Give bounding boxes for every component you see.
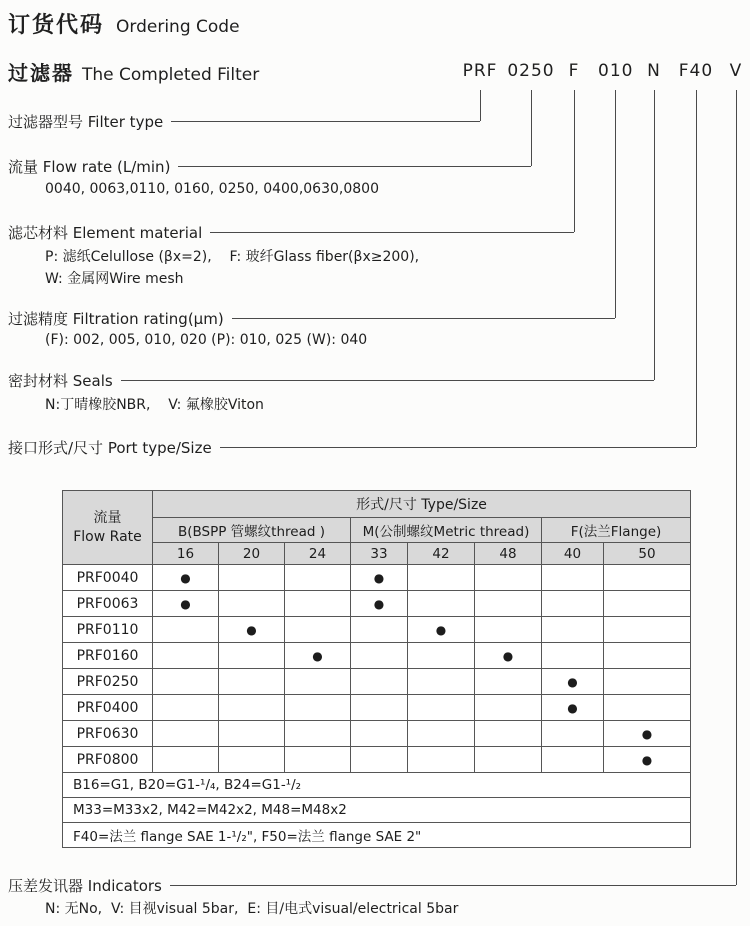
code-segment-seals: N bbox=[647, 61, 661, 81]
dot-cell bbox=[285, 747, 351, 773]
field-label-flow-rate: 流量 Flow rate (L/min) bbox=[8, 157, 171, 176]
dot-cell bbox=[408, 721, 475, 747]
field-seals bbox=[8, 370, 654, 390]
leader-line-vertical bbox=[574, 90, 575, 232]
leader-line bbox=[210, 232, 574, 233]
dot-cell bbox=[408, 747, 475, 773]
dot-cell bbox=[351, 695, 408, 721]
group-header-bspp: B(BSPP 管螺纹thread ) bbox=[153, 518, 351, 543]
field-values-indicators: N: 无No, V: 目视visual 5bar, E: 目/电式visual/electrical 5bar bbox=[45, 901, 459, 917]
dot-cell bbox=[351, 617, 408, 643]
dot-cell bbox=[285, 669, 351, 695]
dot-cell bbox=[475, 695, 542, 721]
page-title-cn: 订货代码 bbox=[8, 13, 105, 38]
field-port-type bbox=[8, 437, 696, 457]
dot-cell bbox=[604, 591, 691, 617]
leader-line-vertical bbox=[480, 90, 481, 121]
type-size-header: 形式/尺寸 Type/Size bbox=[153, 491, 691, 518]
field-label-seals: 密封材料 Seals bbox=[8, 371, 113, 390]
dot-cell: ● bbox=[351, 591, 408, 617]
footnote-metric: M33=M33x2, M42=M42x2, M48=M48x2 bbox=[63, 798, 691, 823]
code-segment-flow-rate: 0250 bbox=[507, 61, 555, 81]
field-values-element-material-1: P: 滤纸Celullose (βx=2), F: 玻纤Glass fiber(βx≥200), bbox=[45, 249, 420, 265]
model-cell: PRF0110 bbox=[63, 617, 153, 643]
dot-cell bbox=[219, 565, 285, 591]
footnote-flange: F40=法兰 flange SAE 1-¹/₂", F50=法兰 flange SAE 2" bbox=[63, 823, 691, 848]
dot-cell bbox=[219, 721, 285, 747]
dot-cell: ● bbox=[604, 721, 691, 747]
dot-cell bbox=[542, 565, 604, 591]
dot-cell: ● bbox=[542, 669, 604, 695]
field-label-filter-type: 过滤器型号 Filter type bbox=[8, 112, 164, 131]
dot-cell bbox=[153, 669, 219, 695]
dot-cell bbox=[351, 747, 408, 773]
dot-cell bbox=[542, 721, 604, 747]
dot-cell: ● bbox=[285, 643, 351, 669]
leader-line-vertical bbox=[654, 90, 655, 380]
field-indicators bbox=[8, 875, 736, 895]
code-segment-model: PRF bbox=[462, 61, 498, 81]
model-cell: PRF0400 bbox=[63, 695, 153, 721]
leader-line-vertical bbox=[696, 90, 697, 447]
spec-table bbox=[62, 490, 691, 848]
dot-cell bbox=[219, 643, 285, 669]
size-header-cell: 33 bbox=[351, 543, 408, 565]
field-label-indicators: 压差发讯器 Indicators bbox=[8, 876, 162, 895]
table-row bbox=[63, 591, 691, 617]
dot-cell bbox=[475, 747, 542, 773]
dot-cell: ● bbox=[153, 591, 219, 617]
section-title-en: The Completed Filter bbox=[82, 65, 260, 85]
group-header-flange: F(法兰Flange) bbox=[542, 518, 691, 543]
leader-line-vertical bbox=[615, 90, 616, 318]
dot-cell bbox=[475, 669, 542, 695]
leader-line bbox=[121, 380, 654, 381]
field-values-flow-rate: 0040, 0063,0110, 0160, 0250, 0400,0630,0800 bbox=[45, 181, 379, 197]
model-cell: PRF0800 bbox=[63, 747, 153, 773]
dot-cell bbox=[408, 669, 475, 695]
table-row bbox=[63, 669, 691, 695]
size-header-cell: 48 bbox=[475, 543, 542, 565]
leader-line-vertical bbox=[736, 90, 737, 885]
footnote-row bbox=[63, 773, 691, 798]
section-title-cn: 过滤器 bbox=[8, 61, 74, 85]
page-title bbox=[8, 8, 240, 39]
page-title-en: Ordering Code bbox=[116, 17, 240, 37]
dot-cell bbox=[153, 747, 219, 773]
size-header-cell: 40 bbox=[542, 543, 604, 565]
field-element-material bbox=[8, 222, 574, 242]
leader-line bbox=[171, 121, 480, 122]
field-flow-rate bbox=[8, 156, 531, 176]
corner-cell-flow-rate bbox=[63, 491, 153, 565]
table-row bbox=[63, 565, 691, 591]
code-segment-filtration-rating: 010 bbox=[598, 61, 634, 81]
code-segment-port-size: F40 bbox=[678, 61, 714, 81]
size-header-cell: 20 bbox=[219, 543, 285, 565]
dot-cell bbox=[604, 565, 691, 591]
field-label-filtration-rating: 过滤精度 Filtration rating(μm) bbox=[8, 309, 224, 328]
dot-cell bbox=[604, 669, 691, 695]
table-row bbox=[63, 643, 691, 669]
dot-cell bbox=[408, 695, 475, 721]
dot-cell bbox=[542, 591, 604, 617]
table-row bbox=[63, 695, 691, 721]
dot-cell bbox=[219, 747, 285, 773]
dot-cell: ● bbox=[153, 565, 219, 591]
leader-line-vertical bbox=[531, 90, 532, 166]
code-segment-indicator: V bbox=[729, 61, 743, 81]
model-cell: PRF0250 bbox=[63, 669, 153, 695]
dot-cell bbox=[542, 643, 604, 669]
table-row bbox=[63, 617, 691, 643]
corner-label-en: Flow Rate bbox=[73, 528, 142, 545]
group-header-metric: M(公制螺纹Metric thread) bbox=[351, 518, 542, 543]
field-values-filtration-rating: (F): 002, 005, 010, 020 (P): 010, 025 (W): 040 bbox=[45, 332, 368, 348]
model-cell: PRF0160 bbox=[63, 643, 153, 669]
dot-cell bbox=[285, 695, 351, 721]
footnote-row bbox=[63, 823, 691, 848]
dot-cell bbox=[604, 643, 691, 669]
dot-cell bbox=[285, 617, 351, 643]
field-values-element-material-2: W: 金属网Wire mesh bbox=[45, 271, 184, 287]
size-header-cell: 50 bbox=[604, 543, 691, 565]
dot-cell bbox=[475, 721, 542, 747]
dot-cell bbox=[408, 565, 475, 591]
field-label-port-type: 接口形式/尺寸 Port type/Size bbox=[8, 438, 212, 457]
dot-cell: ● bbox=[604, 747, 691, 773]
dot-cell bbox=[475, 591, 542, 617]
dot-cell: ● bbox=[542, 695, 604, 721]
dot-cell bbox=[604, 695, 691, 721]
model-cell: PRF0630 bbox=[63, 721, 153, 747]
section-title bbox=[8, 57, 259, 86]
dot-cell bbox=[408, 643, 475, 669]
code-segment-element-material: F bbox=[568, 61, 580, 81]
dot-cell bbox=[542, 747, 604, 773]
dot-cell bbox=[285, 591, 351, 617]
dot-cell bbox=[153, 643, 219, 669]
footnote-bspp: B16=G1, B20=G1-¹/₄, B24=G1-¹/₂ bbox=[63, 773, 691, 798]
dot-cell bbox=[153, 695, 219, 721]
field-label-element-material: 滤芯材料 Element material bbox=[8, 223, 203, 242]
dot-cell bbox=[219, 669, 285, 695]
dot-cell: ● bbox=[475, 643, 542, 669]
model-cell: PRF0063 bbox=[63, 591, 153, 617]
size-header-cell: 24 bbox=[285, 543, 351, 565]
dot-cell bbox=[153, 617, 219, 643]
dot-cell: ● bbox=[219, 617, 285, 643]
leader-line bbox=[170, 885, 736, 886]
dot-cell bbox=[285, 565, 351, 591]
dot-cell bbox=[351, 669, 408, 695]
model-cell: PRF0040 bbox=[63, 565, 153, 591]
leader-line bbox=[220, 447, 696, 448]
dot-cell bbox=[604, 617, 691, 643]
corner-label-cn: 流量 bbox=[93, 509, 122, 526]
table-row bbox=[63, 747, 691, 773]
footnote-row bbox=[63, 798, 691, 823]
table-row bbox=[63, 721, 691, 747]
leader-line bbox=[178, 166, 531, 167]
leader-line bbox=[232, 318, 615, 319]
size-header-cell: 16 bbox=[153, 543, 219, 565]
field-filter-type bbox=[8, 111, 480, 131]
dot-cell: ● bbox=[351, 565, 408, 591]
dot-cell bbox=[219, 695, 285, 721]
dot-cell bbox=[351, 643, 408, 669]
dot-cell bbox=[475, 617, 542, 643]
dot-cell bbox=[542, 617, 604, 643]
dot-cell bbox=[351, 721, 408, 747]
field-values-seals: N:丁晴橡胶NBR, V: 氟橡胶Viton bbox=[45, 397, 264, 413]
dot-cell bbox=[219, 591, 285, 617]
dot-cell bbox=[153, 721, 219, 747]
dot-cell: ● bbox=[408, 617, 475, 643]
dot-cell bbox=[475, 565, 542, 591]
dot-cell bbox=[408, 591, 475, 617]
size-header-cell: 42 bbox=[408, 543, 475, 565]
dot-cell bbox=[285, 721, 351, 747]
field-filtration-rating bbox=[8, 308, 615, 328]
